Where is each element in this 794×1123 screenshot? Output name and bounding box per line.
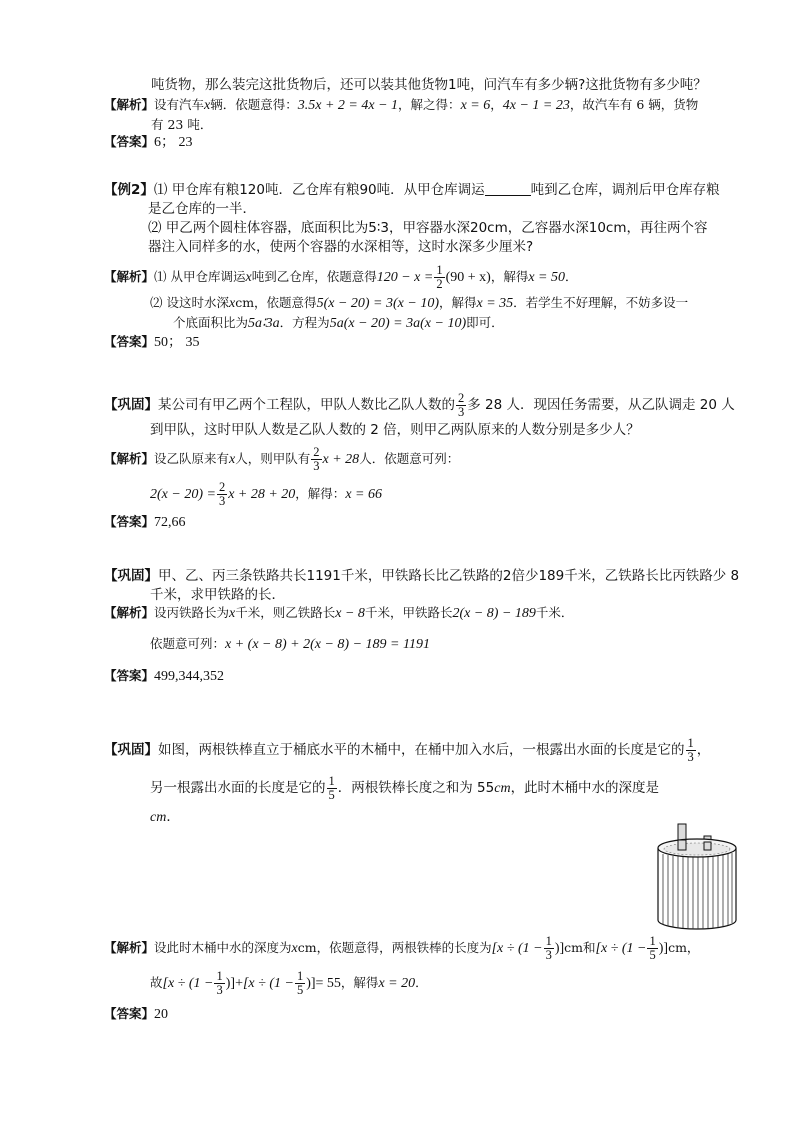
sol-text: 千米，则乙铁路长 <box>235 605 336 620</box>
equation: [x ÷ (1 − <box>162 976 214 991</box>
solution-tag: 【解析】 <box>104 940 155 955</box>
unit-cm: cm <box>150 810 167 825</box>
sol-text: 吨到乙仓库，依题意得 <box>251 269 377 284</box>
solution-tag: 【解析】 <box>104 605 155 620</box>
fraction-denominator: 3 <box>545 948 552 962</box>
equation-line <box>150 634 430 655</box>
fraction-denominator: 3 <box>313 459 320 473</box>
fraction-denominator: 3 <box>458 404 465 419</box>
unit-cm: cm <box>494 781 511 796</box>
equation: x = 20 <box>378 976 416 991</box>
solution-line <box>173 313 504 334</box>
sol-text: ．若学生不好理解，不妨多设一 <box>513 295 689 310</box>
equation: )] <box>658 941 669 956</box>
sol-text: 千米． <box>535 605 574 620</box>
sol-text: ⑴ 从甲仓库调运 <box>154 269 246 284</box>
equation-line <box>150 480 382 509</box>
sol-text: 个底面积比为 <box>173 315 249 330</box>
fraction <box>217 481 227 508</box>
answer-tag: 【答案】 <box>104 514 155 529</box>
fraction-denominator: 2 <box>436 277 443 291</box>
equation: = 55 <box>315 976 341 991</box>
equation: (90 + x) <box>445 270 491 285</box>
question-continuation: 吨货物，那么装完这批货物后，还可以装其他货物1吨，问汽车有多少辆?这批货物有多少吨？ <box>151 77 707 93</box>
answer-tag: 【答案】 <box>104 668 155 683</box>
consolidate-3-line-1 <box>104 735 710 765</box>
equation: )] <box>554 941 565 956</box>
equation: [x ÷ (1 − <box>242 976 294 991</box>
fraction-numerator: 2 <box>458 390 465 405</box>
fraction-numerator: 1 <box>687 735 694 750</box>
fraction-denominator: 3 <box>216 983 223 997</box>
equation: [x ÷ (1 − <box>491 941 543 956</box>
answer-line <box>104 666 224 687</box>
q-text: 吨到乙仓库，调剂后甲仓库存粮 <box>530 182 720 198</box>
barrel-body <box>658 848 736 929</box>
answer-value: 20 <box>154 1007 169 1022</box>
fraction <box>647 935 657 962</box>
fraction-numerator: 1 <box>545 934 552 948</box>
var-x: x <box>291 941 298 956</box>
equation: 5(x − 20) = 3(x − 10) <box>316 296 439 311</box>
answer-line <box>104 512 186 533</box>
equation: + <box>235 976 243 991</box>
sol-text: 人，则甲队有 <box>235 451 311 466</box>
equation: x = 6 <box>460 98 491 113</box>
q-text: ， <box>696 742 711 758</box>
fraction-numerator: 1 <box>649 934 656 948</box>
solution-line <box>104 264 578 291</box>
equation: x + 28 + 20 <box>228 487 296 502</box>
answer-tag: 【答案】 <box>104 334 155 349</box>
answer-line <box>104 1004 168 1025</box>
fraction <box>456 392 466 419</box>
fraction-denominator: 3 <box>687 749 694 764</box>
equation: 4x − 1 = 23 <box>502 98 570 113</box>
example-tag: 【例2】 <box>104 182 154 198</box>
sol-text: 依题意可列： <box>150 636 226 651</box>
fraction-numerator: 1 <box>216 969 223 983</box>
q-text: ⑴ 甲仓库有粮120吨．乙仓库有粮90吨．从甲仓库调运 <box>153 182 485 198</box>
answer-value: 499,344,352 <box>154 669 225 684</box>
equation: 2(x − 20) = <box>150 487 216 502</box>
q-text: ．两根铁棒长度之和为 55 <box>337 780 495 796</box>
consolidate-3-line-2 <box>150 773 659 804</box>
sol-text: 设乙队原来有 <box>154 451 230 466</box>
sol-text: ，解得 <box>490 269 529 284</box>
solution-line <box>150 293 688 314</box>
rod-right-base <box>704 842 711 850</box>
solution-tag: 【解析】 <box>104 451 155 466</box>
fraction-denominator: 5 <box>649 948 656 962</box>
fill-blank <box>485 181 531 196</box>
sol-text: cm和 <box>564 940 596 955</box>
answer-value: 72,66 <box>154 515 186 530</box>
fraction <box>686 737 696 764</box>
q-text: 多 28 人．现因任务需要，从乙队调走 20 人 <box>467 397 735 413</box>
var-x: x <box>228 296 236 311</box>
var-x: x <box>229 452 236 467</box>
consolidate-2-line-1 <box>104 566 739 586</box>
equation: x + (x − 8) + 2(x − 8) − 189 = 1191 <box>225 637 430 652</box>
fraction-numerator: 2 <box>313 445 320 459</box>
solution-line <box>104 933 699 964</box>
fraction-denominator: 5 <box>328 787 335 802</box>
solution-tag: 【解析】 <box>104 97 155 112</box>
sol-text: ． <box>415 975 428 990</box>
q-text: ，此时木桶中水的深度是 <box>510 780 660 796</box>
var-x: x <box>245 270 252 285</box>
solution-line <box>104 445 459 474</box>
consolidate-1-line-1 <box>104 390 735 420</box>
consolidate-tag: 【巩固】 <box>104 397 158 413</box>
barrel-figure <box>650 822 745 930</box>
fraction-numerator: 1 <box>296 969 304 983</box>
sol-text: 辆．依题意得： <box>210 97 298 112</box>
fraction <box>311 446 321 473</box>
sol-text: ，解之得： <box>398 97 461 112</box>
equation: x − 8 <box>335 606 365 621</box>
fraction-numerator: 2 <box>218 480 226 494</box>
sol-text: ．方程为 <box>279 315 330 330</box>
solution-line <box>104 95 698 116</box>
example-2-line-2: 是乙仓库的一半． <box>148 201 256 217</box>
consolidate-2-line-2: 千米，求甲铁路的长． <box>150 587 285 603</box>
equation: )] <box>225 976 236 991</box>
equation: x + 28 <box>322 452 360 467</box>
sol-text: ． <box>565 269 578 284</box>
equation: 5a(x − 20) = 3a(x − 10) <box>329 316 467 331</box>
equation: )] <box>306 976 316 991</box>
fraction <box>327 775 337 802</box>
consolidate-tag: 【巩固】 <box>104 742 158 758</box>
equation: x = 66 <box>345 487 382 502</box>
solution-line-2: 有 23 吨． <box>151 117 213 132</box>
example-2-line-1 <box>104 180 720 200</box>
equation: 3.5x + 2 = 4x − 1 <box>297 98 399 113</box>
answer-value: 6； 23 <box>154 135 193 150</box>
sol-text: cm， <box>668 940 700 955</box>
var-x: x <box>204 98 211 113</box>
q-text: 另一根露出水面的长度是它的 <box>150 780 326 796</box>
answer-line <box>104 132 193 153</box>
solution-tag: 【解析】 <box>104 269 155 284</box>
sol-text: ，故汽车有 6 辆，货物 <box>569 97 699 112</box>
sol-text: cm，依题意得，两根铁棒的长度为 <box>297 940 492 955</box>
fraction <box>544 935 554 962</box>
q-text: ． <box>166 809 180 825</box>
sol-text: cm，依题意得 <box>235 295 317 310</box>
equation: 120 − x = <box>376 270 434 285</box>
answer-tag: 【答案】 <box>104 1006 155 1021</box>
sol-text: ⑵ 设这时水深 <box>150 295 229 310</box>
solution-line <box>104 603 573 624</box>
fraction <box>434 264 444 291</box>
consolidate-tag: 【巩固】 <box>104 568 158 584</box>
fraction <box>214 970 224 997</box>
answer-tag: 【答案】 <box>104 134 155 149</box>
solution-line <box>150 968 428 999</box>
sol-text: 设此时木桶中水的深度为 <box>154 940 292 955</box>
var-x: x <box>229 606 236 621</box>
consolidate-3-line-3 <box>150 807 180 828</box>
sol-text: 故 <box>150 975 163 990</box>
fraction <box>295 970 305 997</box>
fraction-denominator: 5 <box>296 983 304 997</box>
answer-line <box>104 332 200 353</box>
q-text: 甲、乙、丙三条铁路共长1191千米，甲铁路长比乙铁路的2倍少189千米，乙铁路长比丙铁路少 8 <box>158 568 740 584</box>
sol-text: ，解得： <box>295 486 346 501</box>
fraction-numerator: 1 <box>328 773 335 788</box>
sol-text: ，解得 <box>438 295 477 310</box>
consolidate-1-line-2: 到甲队，这时甲队人数是乙队人数的 2 倍，则甲乙两队原来的人数分别是多少人？ <box>150 422 640 438</box>
sol-text: ， <box>490 97 503 112</box>
fraction-numerator: 1 <box>436 263 443 277</box>
equation: 5a∶3a <box>248 316 280 331</box>
sol-text: ，解得 <box>340 975 379 990</box>
answer-value: 50； 35 <box>154 335 200 350</box>
rod-left-base <box>678 840 686 850</box>
q-text: 如图，两根铁棒直立于桶底水平的木桶中，在桶中加入水后，一根露出水面的长度是它的 <box>158 742 685 758</box>
sol-text: 人．依题意可列： <box>359 451 460 466</box>
equation: 2(x − 8) − 189 <box>452 606 536 621</box>
example-2-line-4: 器注入同样多的水，使两个容器的水深相等，这时水深多少厘米? <box>148 239 534 255</box>
sol-text: 即可． <box>466 315 504 330</box>
q-text: 某公司有甲乙两个工程队，甲队人数比乙队人数的 <box>158 397 455 413</box>
water-surface <box>664 843 730 855</box>
fraction-denominator: 3 <box>218 494 226 508</box>
sol-text: 设有汽车 <box>154 97 205 112</box>
equation: [x ÷ (1 − <box>595 941 647 956</box>
equation: x = 35 <box>476 296 514 311</box>
example-2-line-3: ⑵ 甲乙两个圆柱体容器，底面积比为5∶3，甲容器水深20cm，乙容器水深10cm，再往两个容 <box>148 220 708 236</box>
equation: x = 50 <box>528 270 566 285</box>
sol-text: 千米，甲铁路长 <box>364 605 453 620</box>
sol-text: 设丙铁路长为 <box>154 605 230 620</box>
